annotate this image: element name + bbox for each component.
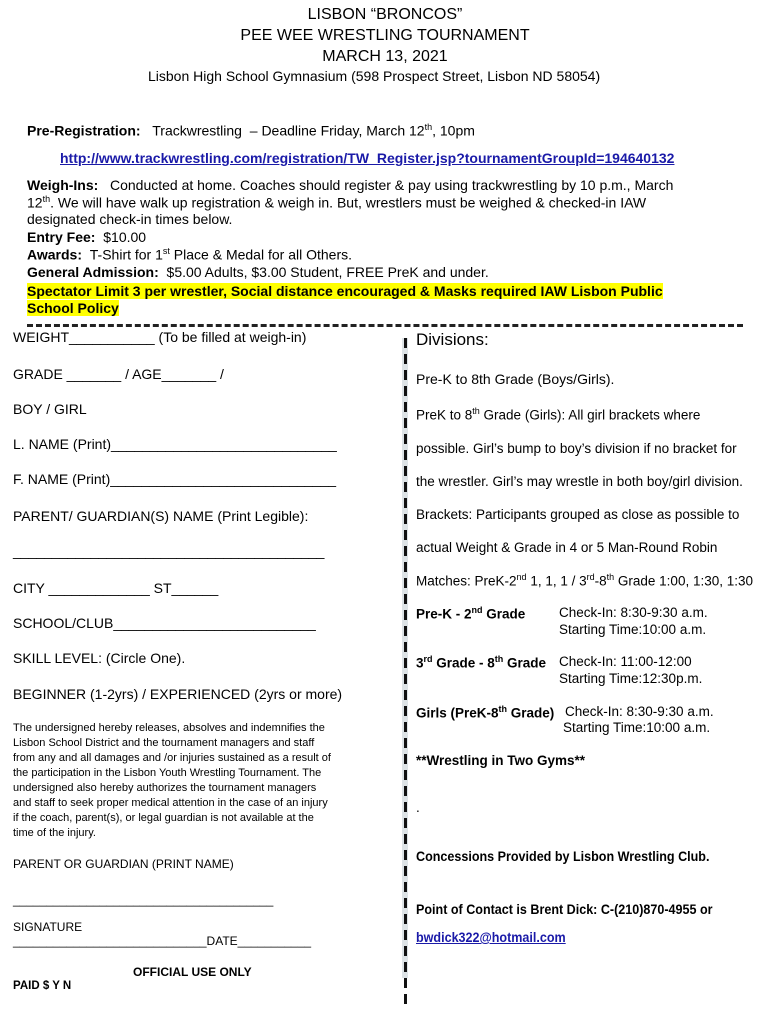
divisions-heading: Divisions: xyxy=(416,330,489,349)
divisions-line-4: the wrestler. Girl’s may wrestle in both boy/girl division. xyxy=(416,474,743,489)
release-line: and staff to seek proper medical attention in the case of an injury xyxy=(13,797,328,809)
release-text xyxy=(13,721,331,841)
group-girls-checkin: Check-In: 8:30-9:30 a.m. xyxy=(565,704,714,719)
group-prek-2-checkin: Check-In: 8:30-9:30 a.m. xyxy=(559,605,708,620)
weight-field[interactable]: WEIGHT___________ (To be filled at weigh-in) xyxy=(13,329,307,345)
group-sup: th xyxy=(494,654,504,664)
weighins-date: 12 xyxy=(27,194,43,211)
divisions-line-1: Pre-K to 8th Grade (Boys/Girls). xyxy=(416,371,615,387)
entry-fee-label: Entry Fee: xyxy=(27,229,96,245)
school-club-field[interactable]: SCHOOL/CLUB__________________________ xyxy=(13,615,316,631)
divisions-text: Grade 1:00, 1:30, 1:30 xyxy=(614,573,754,589)
two-gyms-note: **Wrestling in Two Gyms** xyxy=(416,753,586,768)
divisions-text: 1, 1, 1 / 3 xyxy=(526,573,587,589)
admission-label: General Admission: xyxy=(27,264,159,280)
preregistration-deadline: – Deadline Friday, March 12 xyxy=(249,122,425,139)
group-text: Pre-K - 2 xyxy=(416,606,472,622)
divisions-line-2 xyxy=(416,406,700,423)
release-line: undersigned also hereby authorizes the tournament managers xyxy=(13,782,317,794)
admission-value: $5.00 Adults, $3.00 Student, FREE PreK and under. xyxy=(166,264,489,280)
preregistration-sup: th xyxy=(424,122,433,132)
release-line: from any and all damages and /or injuries sustained as a result of xyxy=(13,752,331,764)
group-prek-2-start: Starting Time:10:00 a.m. xyxy=(559,622,707,637)
group-text: Grade xyxy=(503,655,547,671)
divisions-text: PreK to 8 xyxy=(416,407,473,423)
contact-email-link[interactable]: bwdick322@hotmail.com xyxy=(416,930,566,945)
group-3-8-name xyxy=(416,654,546,671)
parent-print-field[interactable]: _______________________________________ xyxy=(13,893,274,907)
group-sup: th xyxy=(498,704,508,714)
divisions-sup: rd xyxy=(586,572,595,582)
spectator-notice-1 xyxy=(27,283,663,299)
concessions-note: Concessions Provided by Lisbon Wrestling Club. xyxy=(416,849,710,864)
spectator-notice-2 xyxy=(27,300,119,316)
weighins-text-1: Conducted at home. Coaches should register & pay using trackwrestling by 10 p.m., March xyxy=(109,177,674,193)
divisions-text: Grade (Girls): All girl brackets where xyxy=(479,407,701,423)
group-3-8-start: Starting Time:12:30p.m. xyxy=(559,671,703,686)
release-line: The undersigned hereby releases, absolves and indemnifies the xyxy=(13,722,325,734)
admission-line xyxy=(27,264,489,280)
entry-fee-value: $10.00 xyxy=(103,229,147,245)
weighins-sup: th xyxy=(42,194,51,204)
group-girls-name xyxy=(416,704,554,721)
parent-name-label: PARENT/ GUARDIAN(S) NAME (Print Legible): xyxy=(13,508,309,524)
divisions-sup: th xyxy=(472,406,480,416)
weighins-label: Weigh-Ins: xyxy=(27,177,99,193)
group-text: Grade) xyxy=(507,705,555,721)
event-subtitle: PEE WEE WRESTLING TOURNAMENT xyxy=(240,27,530,44)
vertical-divider xyxy=(404,338,407,1006)
divisions-sup: th xyxy=(606,572,615,582)
preregistration-time: , 10pm xyxy=(432,122,475,139)
divisions-line-7 xyxy=(416,572,753,589)
group-girls-start: Starting Time:10:00 a.m. xyxy=(563,720,711,735)
parent-name-field[interactable]: ________________________________________ xyxy=(13,543,325,559)
stray-dot: . xyxy=(416,800,420,815)
group-prek-2-name xyxy=(416,605,525,622)
last-name-field[interactable]: L. NAME (Print)_____________________________ xyxy=(13,436,337,452)
divisions-line-5: Brackets: Participants grouped as close as possible to xyxy=(416,507,740,522)
signature-label: SIGNATURE xyxy=(13,920,83,934)
group-text: 3 xyxy=(416,655,424,671)
grade-age-field[interactable]: GRADE _______ / AGE_______ / xyxy=(13,366,224,382)
first-name-field[interactable]: F. NAME (Print)_____________________________ xyxy=(13,471,337,487)
weighins-text-2: . We will have walk up registration & weigh in. But, wrestlers must be weighed & checked-in IAW xyxy=(50,194,647,211)
release-line: time of the injury. xyxy=(13,827,96,839)
signature-date-field[interactable]: _____________________________DATE___________ xyxy=(13,934,312,948)
group-text: Girls (PreK-8 xyxy=(416,705,499,721)
contact-note: Point of Contact is Brent Dick: C-(210)870-4955 or xyxy=(416,902,713,917)
divisions-sup: nd xyxy=(516,572,527,582)
group-3-8-checkin: Check-In: 11:00-12:00 xyxy=(559,654,692,669)
weighins-text-3: designated check-in times below. xyxy=(27,211,233,227)
weighins-line-2 xyxy=(27,194,646,211)
group-text: Grade xyxy=(482,606,526,622)
awards-sup: st xyxy=(162,246,170,256)
entry-fee-line xyxy=(27,229,146,245)
divisions-text: -8 xyxy=(594,573,607,589)
awards-text-b: Place & Medal for all Others. xyxy=(169,246,352,263)
divisions-line-3: possible. Girl’s bump to boy’s division if no bracket for xyxy=(416,441,737,456)
parent-print-label: PARENT OR GUARDIAN (PRINT NAME) xyxy=(13,857,234,871)
group-sup: rd xyxy=(423,654,433,664)
awards-line xyxy=(27,246,352,263)
paid-field[interactable]: PAID $ Y N xyxy=(13,980,72,992)
release-line: Lisbon School District and the tournament managers and staff xyxy=(13,737,315,749)
event-title: LISBON “BRONCOS” xyxy=(307,6,463,23)
official-use-label: OFFICIAL USE ONLY xyxy=(133,965,252,979)
skill-level-options[interactable]: BEGINNER (1-2yrs) / EXPERIENCED (2yrs or more) xyxy=(13,686,343,702)
group-sup: nd xyxy=(471,605,483,615)
spectator-highlight-2: School Policy xyxy=(27,300,119,316)
boy-girl-choice[interactable]: BOY / GIRL xyxy=(13,401,87,417)
registration-link[interactable]: http://www.trackwrestling.com/registration/TW_Register.jsp?tournamentGroupId=194640132 xyxy=(60,150,675,166)
divisions-line-6: actual Weight & Grade in 4 or 5 Man-Round Robin xyxy=(416,540,718,555)
horizontal-divider xyxy=(27,324,743,327)
city-state-field[interactable]: CITY _____________ ST______ xyxy=(13,580,219,596)
event-location: Lisbon High School Gymnasium (598 Prospect Street, Lisbon ND 58054) xyxy=(148,68,601,84)
group-text: Grade - 8 xyxy=(432,655,495,671)
awards-text-a: T-Shirt for 1 xyxy=(89,246,163,263)
awards-label: Awards: xyxy=(27,246,82,263)
release-line: the participation in the Lisbon Youth Wrestling Tournament. The xyxy=(13,767,322,779)
weighins-line-1 xyxy=(27,177,673,193)
event-date: MARCH 13, 2021 xyxy=(322,48,448,65)
divisions-text: Matches: PreK-2 xyxy=(416,573,517,589)
preregistration-site: Trackwrestling xyxy=(152,122,242,139)
skill-level-label: SKILL LEVEL: (Circle One). xyxy=(13,650,186,666)
preregistration-line xyxy=(27,122,475,139)
spectator-highlight-1: Spectator Limit 3 per wrestler, Social distance encouraged & Masks required IAW Lisbon Public xyxy=(27,283,663,299)
release-line: if the coach, parent(s), or legal guardian is not available at the xyxy=(13,812,314,824)
preregistration-label: Pre-Registration: xyxy=(27,122,141,139)
